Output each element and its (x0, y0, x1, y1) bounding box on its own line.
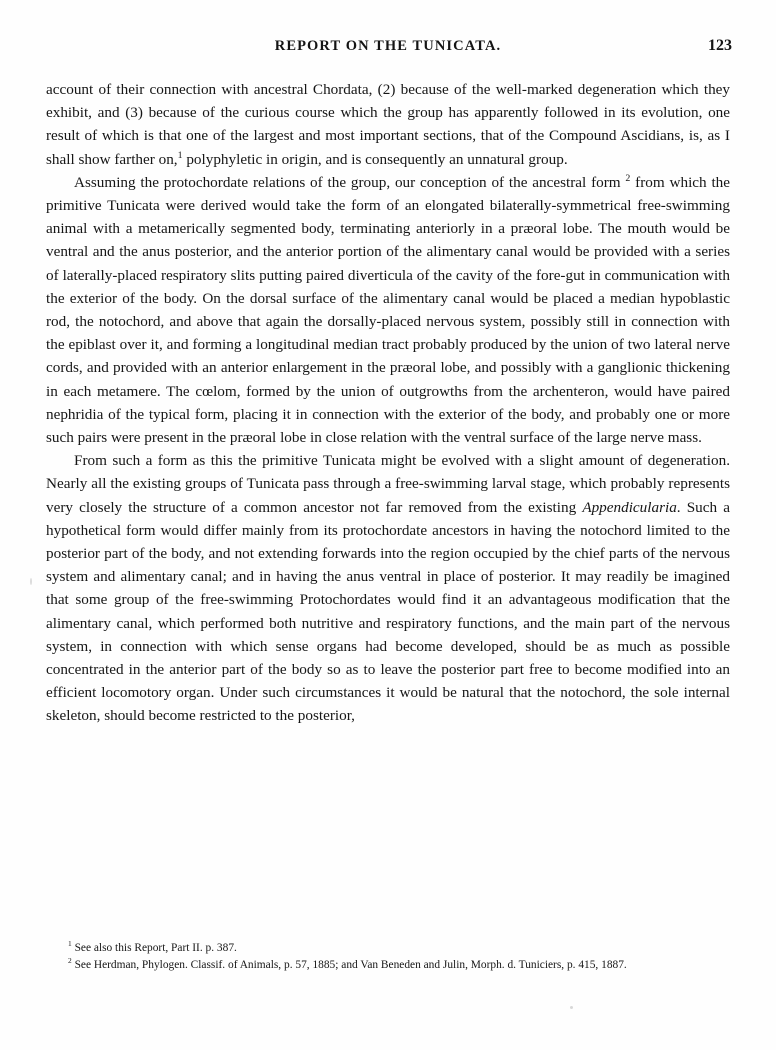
paper-speck (570, 1006, 573, 1009)
footnote-2 (46, 957, 730, 974)
footnote-2-marker: 2 (68, 956, 72, 966)
body-text (46, 78, 730, 728)
footnote-1-marker: 1 (68, 939, 72, 949)
running-head: REPORT ON THE TUNICATA. (274, 38, 502, 54)
paragraph-3 (46, 449, 730, 727)
paragraph-2 (46, 171, 730, 449)
paper-speck (30, 578, 32, 585)
footnotes-block (46, 940, 730, 974)
footnote-1 (46, 940, 730, 957)
paragraph-3-text: From such a form as this the primitive Tunicata might be evolved with a slight amount of degeneration. Nearly all the existing groups of Tunicata pass through a free-swimming larval stage, which probably represents very closely the structure of a common ancestor not far removed from the existing Appendicularia. Such a hypothetical form would differ mainly from its protochordate ancestors in having the notochord limited to the posterior part of the body, and not extending forwards into the region occupied by the chief parts of the nervous system and alimentary canal; and in having the anus ventral in place of posterior. It may readily be imagined that some group of the free-swimming Protochordates would find it an advantageous modification that the alimentary canal, which performed both nutritive and respiratory functions, and the main part of the nervous system, in connection with which sense organs had become developed, should be as much as possible concentrated in the anterior part of the body so as to leave the posterior part free to become modified into an efficient locomotory organ. Under such circumstances it would be natural that the notochord, the sole internal skeleton, should become restricted to the posterior, (46, 452, 730, 725)
footnote-2-text: See Herdman, Phylogen. Classif. of Animals, p. 57, 1885; and Van Beneden and Julin, Morph. d. Tuniciers, p. 415, 1887. (74, 959, 627, 971)
paragraph-1-text: account of their connection with ancestral Chordata, (2) because of the well-marked degeneration which they exhibit, and (3) because of the curious course which the group has apparently followed in its evolution, one result of which is that one of the largest and most important sections, that of the Compound Ascidians, is, as I shall show farther on,$^1$ polyphyletic in origin, and is consequently an unnatural group. (46, 81, 730, 168)
page-number: 123 (708, 37, 732, 54)
paragraph-2-text: Assuming the protochordate relations of the group, our conception of the ancestral form $^2$ from which the primitive Tunicata were derived would take the form of an elongated bilaterally-symmetrical free-swimming animal with a metamerically segmented body, terminating anteriorly in a præoral lobe. The mouth would be ventral and the anus posterior, and the anterior portion of the alimentary canal would be provided with a series of laterally-placed respiratory slits putting paired diverticula of the cavity of the fore-gut in communication with the exterior of the body. On the dorsal surface of the alimentary canal would be placed a median hypoblastic rod, the notochord, and above that again the dorsally-placed nervous system, possibly still in connection with the epiblast over it, and forming a longitudinal median tract probably produced by the union of two lateral nerve cords, and provided with an anterior enlargement in the præoral lobe, and possibly with a ganglionic thickening in each metamere. The cœlom, formed by the union of outgrowths from the archenteron, would have paired nephridia of the typical form, placing it in connection with the exterior of the body, and probably one or more such pairs were present in the præoral lobe in close relation with the ventral surface of the large nerve mass. (46, 172, 731, 447)
paragraph-1 (46, 78, 730, 171)
footnote-1-text: See also this Report, Part II. p. 387. (74, 942, 237, 954)
page-header (46, 38, 730, 62)
